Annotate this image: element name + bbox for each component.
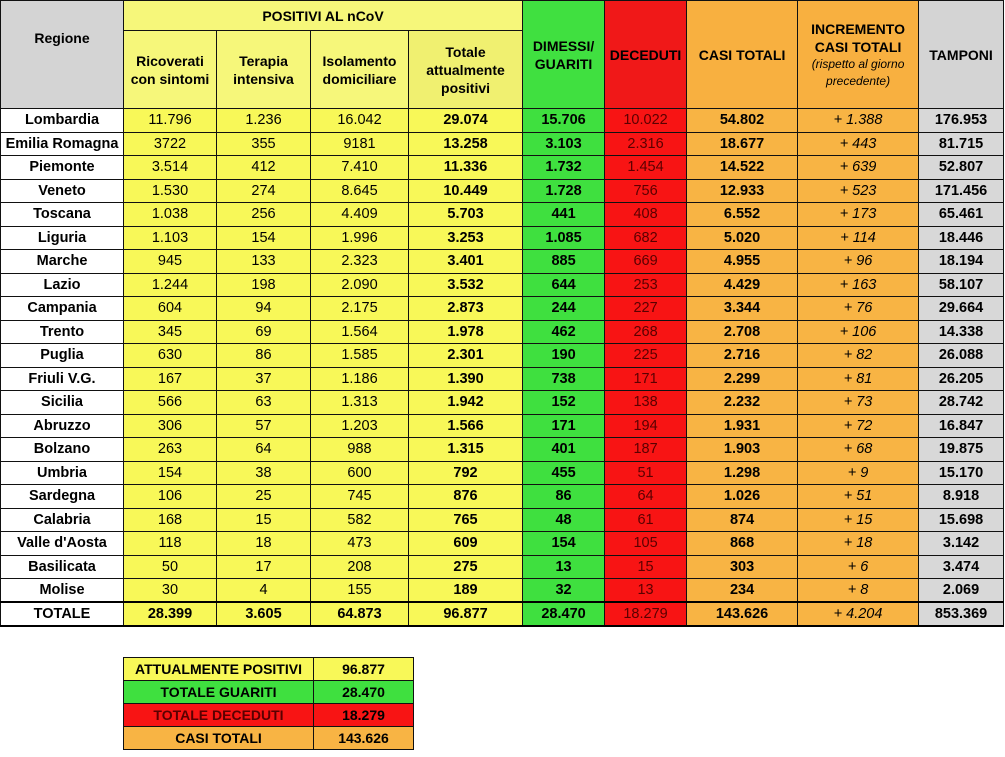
header-deceduti: DECEDUTI xyxy=(605,1,687,109)
cell-ricoverati: 345 xyxy=(124,320,217,344)
table-row xyxy=(1,485,1004,509)
cell-incremento: + 106 xyxy=(798,320,919,344)
cell-isolamento: 582 xyxy=(311,508,409,532)
cell-deceduti: 225 xyxy=(605,344,687,368)
table-row xyxy=(1,391,1004,415)
cell-deceduti: 2.316 xyxy=(605,132,687,156)
cell-casi-totali: 1.931 xyxy=(687,414,798,438)
cell-dimessi: 86 xyxy=(523,485,605,509)
cell-dimessi: 1.732 xyxy=(523,156,605,180)
cell-totale-positivi: 792 xyxy=(409,461,523,485)
cell-terapia: 17 xyxy=(217,555,311,579)
cell-incremento: + 82 xyxy=(798,344,919,368)
cell-tamponi: 19.875 xyxy=(919,438,1004,462)
cell-ricoverati: 630 xyxy=(124,344,217,368)
header-isolamento: Isolamento domiciliare xyxy=(311,31,409,109)
cell-isolamento: 1.564 xyxy=(311,320,409,344)
cell-deceduti: 408 xyxy=(605,203,687,227)
cell-ricoverati: 118 xyxy=(124,532,217,556)
cell-region: Campania xyxy=(1,297,124,321)
cell-totale-positivi: 10.449 xyxy=(409,179,523,203)
cell-region: Bolzano xyxy=(1,438,124,462)
cell-deceduti: 13 xyxy=(605,579,687,603)
cell-tamponi: 853.369 xyxy=(919,602,1004,626)
cell-isolamento: 64.873 xyxy=(311,602,409,626)
cell-terapia: 1.236 xyxy=(217,109,311,133)
cell-ricoverati: 50 xyxy=(124,555,217,579)
cell-dimessi: 3.103 xyxy=(523,132,605,156)
cell-casi-totali: 1.026 xyxy=(687,485,798,509)
cell-terapia: 355 xyxy=(217,132,311,156)
summary-label: TOTALE GUARITI xyxy=(124,681,314,704)
cell-casi-totali: 874 xyxy=(687,508,798,532)
header-tamponi: TAMPONI xyxy=(919,1,1004,109)
cell-deceduti: 171 xyxy=(605,367,687,391)
cell-isolamento: 16.042 xyxy=(311,109,409,133)
cell-deceduti: 10.022 xyxy=(605,109,687,133)
cell-tamponi: 2.069 xyxy=(919,579,1004,603)
cell-tamponi: 171.456 xyxy=(919,179,1004,203)
cell-deceduti: 187 xyxy=(605,438,687,462)
cell-terapia: 198 xyxy=(217,273,311,297)
table-row xyxy=(1,508,1004,532)
cell-casi-totali: 143.626 xyxy=(687,602,798,626)
cell-tamponi: 16.847 xyxy=(919,414,1004,438)
table-body xyxy=(1,109,1004,626)
cell-incremento: + 1.388 xyxy=(798,109,919,133)
table-row xyxy=(1,320,1004,344)
cell-tamponi: 8.918 xyxy=(919,485,1004,509)
cell-region: Umbria xyxy=(1,461,124,485)
cell-tamponi: 176.953 xyxy=(919,109,1004,133)
cell-isolamento: 1.585 xyxy=(311,344,409,368)
cell-deceduti: 756 xyxy=(605,179,687,203)
cell-tamponi: 14.338 xyxy=(919,320,1004,344)
header-totale-positivi: Totale attualmente positivi xyxy=(409,31,523,109)
cell-casi-totali: 1.903 xyxy=(687,438,798,462)
cell-tamponi: 15.698 xyxy=(919,508,1004,532)
cell-isolamento: 155 xyxy=(311,579,409,603)
cell-isolamento: 1.203 xyxy=(311,414,409,438)
header-casi-totali: CASI TOTALI xyxy=(687,1,798,109)
cell-totale-positivi: 3.253 xyxy=(409,226,523,250)
cell-isolamento: 473 xyxy=(311,532,409,556)
table-row xyxy=(1,414,1004,438)
cell-isolamento: 1.186 xyxy=(311,367,409,391)
cell-incremento: + 523 xyxy=(798,179,919,203)
cell-dimessi: 244 xyxy=(523,297,605,321)
cell-tamponi: 29.664 xyxy=(919,297,1004,321)
cell-ricoverati: 168 xyxy=(124,508,217,532)
summary-row xyxy=(124,681,414,704)
table-row xyxy=(1,132,1004,156)
cell-terapia: 4 xyxy=(217,579,311,603)
cell-totale-positivi: 876 xyxy=(409,485,523,509)
cell-tamponi: 3.474 xyxy=(919,555,1004,579)
cell-casi-totali: 18.677 xyxy=(687,132,798,156)
cell-ricoverati: 3722 xyxy=(124,132,217,156)
cell-terapia: 69 xyxy=(217,320,311,344)
cell-incremento: + 81 xyxy=(798,367,919,391)
table-row xyxy=(1,250,1004,274)
summary-value: 96.877 xyxy=(314,658,414,681)
cell-region: Basilicata xyxy=(1,555,124,579)
cell-dimessi: 401 xyxy=(523,438,605,462)
cell-isolamento: 1.996 xyxy=(311,226,409,250)
cell-casi-totali: 2.716 xyxy=(687,344,798,368)
cell-incremento: + 18 xyxy=(798,532,919,556)
cell-ricoverati: 167 xyxy=(124,367,217,391)
cell-tamponi: 18.446 xyxy=(919,226,1004,250)
cell-casi-totali: 12.933 xyxy=(687,179,798,203)
table-row xyxy=(1,297,1004,321)
cell-casi-totali: 14.522 xyxy=(687,156,798,180)
cell-incremento: + 51 xyxy=(798,485,919,509)
cell-region: Emilia Romagna xyxy=(1,132,124,156)
cell-isolamento: 4.409 xyxy=(311,203,409,227)
cell-totale-positivi: 1.390 xyxy=(409,367,523,391)
summary-body xyxy=(124,658,414,750)
table-row xyxy=(1,226,1004,250)
cell-tamponi: 3.142 xyxy=(919,532,1004,556)
cell-terapia: 63 xyxy=(217,391,311,415)
header-ricoverati: Ricoverati con sintomi xyxy=(124,31,217,109)
cell-totale-positivi: 2.301 xyxy=(409,344,523,368)
cell-region: Molise xyxy=(1,579,124,603)
cell-deceduti: 64 xyxy=(605,485,687,509)
table-row xyxy=(1,109,1004,133)
cell-region: Lazio xyxy=(1,273,124,297)
cell-casi-totali: 2.708 xyxy=(687,320,798,344)
summary-value: 28.470 xyxy=(314,681,414,704)
table-row xyxy=(1,179,1004,203)
cell-incremento: + 9 xyxy=(798,461,919,485)
cell-dimessi: 644 xyxy=(523,273,605,297)
cell-isolamento: 208 xyxy=(311,555,409,579)
cell-terapia: 57 xyxy=(217,414,311,438)
cell-region: Veneto xyxy=(1,179,124,203)
cell-ricoverati: 1.530 xyxy=(124,179,217,203)
cell-isolamento: 7.410 xyxy=(311,156,409,180)
cell-casi-totali: 5.020 xyxy=(687,226,798,250)
cell-tamponi: 28.742 xyxy=(919,391,1004,415)
cell-totale-positivi: 11.336 xyxy=(409,156,523,180)
header-incremento xyxy=(798,1,919,109)
cell-deceduti: 15 xyxy=(605,555,687,579)
cell-isolamento: 2.175 xyxy=(311,297,409,321)
cell-terapia: 3.605 xyxy=(217,602,311,626)
cell-ricoverati: 1.103 xyxy=(124,226,217,250)
header-dimessi: DIMESSI/ GUARITI xyxy=(523,1,605,109)
summary-value: 18.279 xyxy=(314,704,414,727)
cell-ricoverati: 945 xyxy=(124,250,217,274)
cell-isolamento: 2.090 xyxy=(311,273,409,297)
table-row xyxy=(1,156,1004,180)
cell-region: Toscana xyxy=(1,203,124,227)
cell-dimessi: 13 xyxy=(523,555,605,579)
cell-casi-totali: 4.955 xyxy=(687,250,798,274)
cell-region: Abruzzo xyxy=(1,414,124,438)
table-row xyxy=(1,344,1004,368)
table-row xyxy=(1,579,1004,603)
cell-totale-positivi: 29.074 xyxy=(409,109,523,133)
cell-isolamento: 2.323 xyxy=(311,250,409,274)
cell-region: Puglia xyxy=(1,344,124,368)
header-incremento-note: (rispetto al giorno precedente) xyxy=(811,56,905,88)
cell-isolamento: 1.313 xyxy=(311,391,409,415)
cell-ricoverati: 1.038 xyxy=(124,203,217,227)
cell-totale-positivi: 13.258 xyxy=(409,132,523,156)
cell-region: Lombardia xyxy=(1,109,124,133)
table-row xyxy=(1,367,1004,391)
cell-ricoverati: 11.796 xyxy=(124,109,217,133)
cell-totale-positivi: 609 xyxy=(409,532,523,556)
cell-casi-totali: 868 xyxy=(687,532,798,556)
summary-label: ATTUALMENTE POSITIVI xyxy=(124,658,314,681)
cell-deceduti: 194 xyxy=(605,414,687,438)
cell-dimessi: 28.470 xyxy=(523,602,605,626)
cell-deceduti: 51 xyxy=(605,461,687,485)
cell-casi-totali: 234 xyxy=(687,579,798,603)
cell-casi-totali: 2.232 xyxy=(687,391,798,415)
cell-ricoverati: 1.244 xyxy=(124,273,217,297)
cell-dimessi: 455 xyxy=(523,461,605,485)
cell-incremento: + 96 xyxy=(798,250,919,274)
table-row xyxy=(1,438,1004,462)
cell-dimessi: 462 xyxy=(523,320,605,344)
header-terapia: Terapia intensiva xyxy=(217,31,311,109)
cell-totale-positivi: 275 xyxy=(409,555,523,579)
cell-dimessi: 154 xyxy=(523,532,605,556)
cell-ricoverati: 306 xyxy=(124,414,217,438)
cell-ricoverati: 154 xyxy=(124,461,217,485)
cell-incremento: + 163 xyxy=(798,273,919,297)
cell-totale-positivi: 96.877 xyxy=(409,602,523,626)
cell-ricoverati: 30 xyxy=(124,579,217,603)
cell-terapia: 274 xyxy=(217,179,311,203)
cell-terapia: 412 xyxy=(217,156,311,180)
cell-deceduti: 138 xyxy=(605,391,687,415)
cell-incremento: + 68 xyxy=(798,438,919,462)
cell-ricoverati: 566 xyxy=(124,391,217,415)
cell-dimessi: 441 xyxy=(523,203,605,227)
cell-terapia: 38 xyxy=(217,461,311,485)
cell-dimessi: 1.728 xyxy=(523,179,605,203)
cell-incremento: + 639 xyxy=(798,156,919,180)
table-total-row xyxy=(1,602,1004,626)
cell-casi-totali: 54.802 xyxy=(687,109,798,133)
cell-region: Liguria xyxy=(1,226,124,250)
cell-totale-positivi: 765 xyxy=(409,508,523,532)
cell-ricoverati: 106 xyxy=(124,485,217,509)
cell-casi-totali: 4.429 xyxy=(687,273,798,297)
cell-region: Sardegna xyxy=(1,485,124,509)
cell-isolamento: 988 xyxy=(311,438,409,462)
cell-terapia: 94 xyxy=(217,297,311,321)
cell-region: Valle d'Aosta xyxy=(1,532,124,556)
summary-row xyxy=(124,727,414,750)
cell-terapia: 154 xyxy=(217,226,311,250)
cell-deceduti: 18.279 xyxy=(605,602,687,626)
cell-tamponi: 18.194 xyxy=(919,250,1004,274)
summary-row xyxy=(124,658,414,681)
cell-totale-positivi: 1.315 xyxy=(409,438,523,462)
cell-totale-positivi: 1.942 xyxy=(409,391,523,415)
cell-isolamento: 600 xyxy=(311,461,409,485)
cell-deceduti: 227 xyxy=(605,297,687,321)
cell-terapia: 25 xyxy=(217,485,311,509)
cell-ricoverati: 3.514 xyxy=(124,156,217,180)
cell-dimessi: 738 xyxy=(523,367,605,391)
cell-totale-positivi: 1.566 xyxy=(409,414,523,438)
table-header xyxy=(1,1,1004,109)
cell-incremento: + 76 xyxy=(798,297,919,321)
cell-terapia: 256 xyxy=(217,203,311,227)
cell-dimessi: 48 xyxy=(523,508,605,532)
table-row xyxy=(1,203,1004,227)
summary-label: CASI TOTALI xyxy=(124,727,314,750)
cell-deceduti: 268 xyxy=(605,320,687,344)
cell-terapia: 37 xyxy=(217,367,311,391)
cell-dimessi: 152 xyxy=(523,391,605,415)
cell-isolamento: 9181 xyxy=(311,132,409,156)
cell-terapia: 15 xyxy=(217,508,311,532)
cell-deceduti: 253 xyxy=(605,273,687,297)
cell-incremento: + 72 xyxy=(798,414,919,438)
cell-totale-positivi: 2.873 xyxy=(409,297,523,321)
summary-row xyxy=(124,704,414,727)
cell-region: Trento xyxy=(1,320,124,344)
cell-isolamento: 8.645 xyxy=(311,179,409,203)
cell-totale-positivi: 3.401 xyxy=(409,250,523,274)
summary-value: 143.626 xyxy=(314,727,414,750)
cell-tamponi: 81.715 xyxy=(919,132,1004,156)
summary-table xyxy=(123,657,414,750)
cell-dimessi: 171 xyxy=(523,414,605,438)
cell-terapia: 18 xyxy=(217,532,311,556)
cell-tamponi: 26.088 xyxy=(919,344,1004,368)
cell-dimessi: 190 xyxy=(523,344,605,368)
cell-totale-positivi: 189 xyxy=(409,579,523,603)
cell-tamponi: 15.170 xyxy=(919,461,1004,485)
cell-incremento: + 6 xyxy=(798,555,919,579)
cell-incremento: + 443 xyxy=(798,132,919,156)
cell-deceduti: 669 xyxy=(605,250,687,274)
cell-region: TOTALE xyxy=(1,602,124,626)
cell-dimessi: 885 xyxy=(523,250,605,274)
cell-dimessi: 32 xyxy=(523,579,605,603)
cell-tamponi: 65.461 xyxy=(919,203,1004,227)
cell-incremento: + 4.204 xyxy=(798,602,919,626)
cell-terapia: 133 xyxy=(217,250,311,274)
table-row xyxy=(1,461,1004,485)
cell-casi-totali: 303 xyxy=(687,555,798,579)
cell-incremento: + 114 xyxy=(798,226,919,250)
cell-totale-positivi: 5.703 xyxy=(409,203,523,227)
cell-deceduti: 105 xyxy=(605,532,687,556)
cell-deceduti: 1.454 xyxy=(605,156,687,180)
cell-casi-totali: 3.344 xyxy=(687,297,798,321)
header-incremento-label: INCREMENTO CASI TOTALI xyxy=(811,20,905,55)
cell-tamponi: 52.807 xyxy=(919,156,1004,180)
header-regione: Regione xyxy=(1,1,124,109)
cell-region: Friuli V.G. xyxy=(1,367,124,391)
cell-casi-totali: 6.552 xyxy=(687,203,798,227)
cell-terapia: 64 xyxy=(217,438,311,462)
cell-region: Marche xyxy=(1,250,124,274)
cell-incremento: + 73 xyxy=(798,391,919,415)
cell-deceduti: 61 xyxy=(605,508,687,532)
cell-terapia: 86 xyxy=(217,344,311,368)
cell-tamponi: 26.205 xyxy=(919,367,1004,391)
cell-totale-positivi: 1.978 xyxy=(409,320,523,344)
cell-region: Sicilia xyxy=(1,391,124,415)
cell-region: Piemonte xyxy=(1,156,124,180)
summary-label: TOTALE DECEDUTI xyxy=(124,704,314,727)
header-positivi-group: POSITIVI AL nCoV xyxy=(124,1,523,31)
cell-tamponi: 58.107 xyxy=(919,273,1004,297)
cell-dimessi: 1.085 xyxy=(523,226,605,250)
cell-dimessi: 15.706 xyxy=(523,109,605,133)
table-row xyxy=(1,532,1004,556)
cell-ricoverati: 28.399 xyxy=(124,602,217,626)
cell-casi-totali: 1.298 xyxy=(687,461,798,485)
cell-incremento: + 15 xyxy=(798,508,919,532)
cell-incremento: + 8 xyxy=(798,579,919,603)
cell-ricoverati: 263 xyxy=(124,438,217,462)
cell-region: Calabria xyxy=(1,508,124,532)
cell-totale-positivi: 3.532 xyxy=(409,273,523,297)
table-row xyxy=(1,555,1004,579)
cell-incremento: + 173 xyxy=(798,203,919,227)
table-row xyxy=(1,273,1004,297)
cell-ricoverati: 604 xyxy=(124,297,217,321)
cell-isolamento: 745 xyxy=(311,485,409,509)
cell-casi-totali: 2.299 xyxy=(687,367,798,391)
cell-deceduti: 682 xyxy=(605,226,687,250)
